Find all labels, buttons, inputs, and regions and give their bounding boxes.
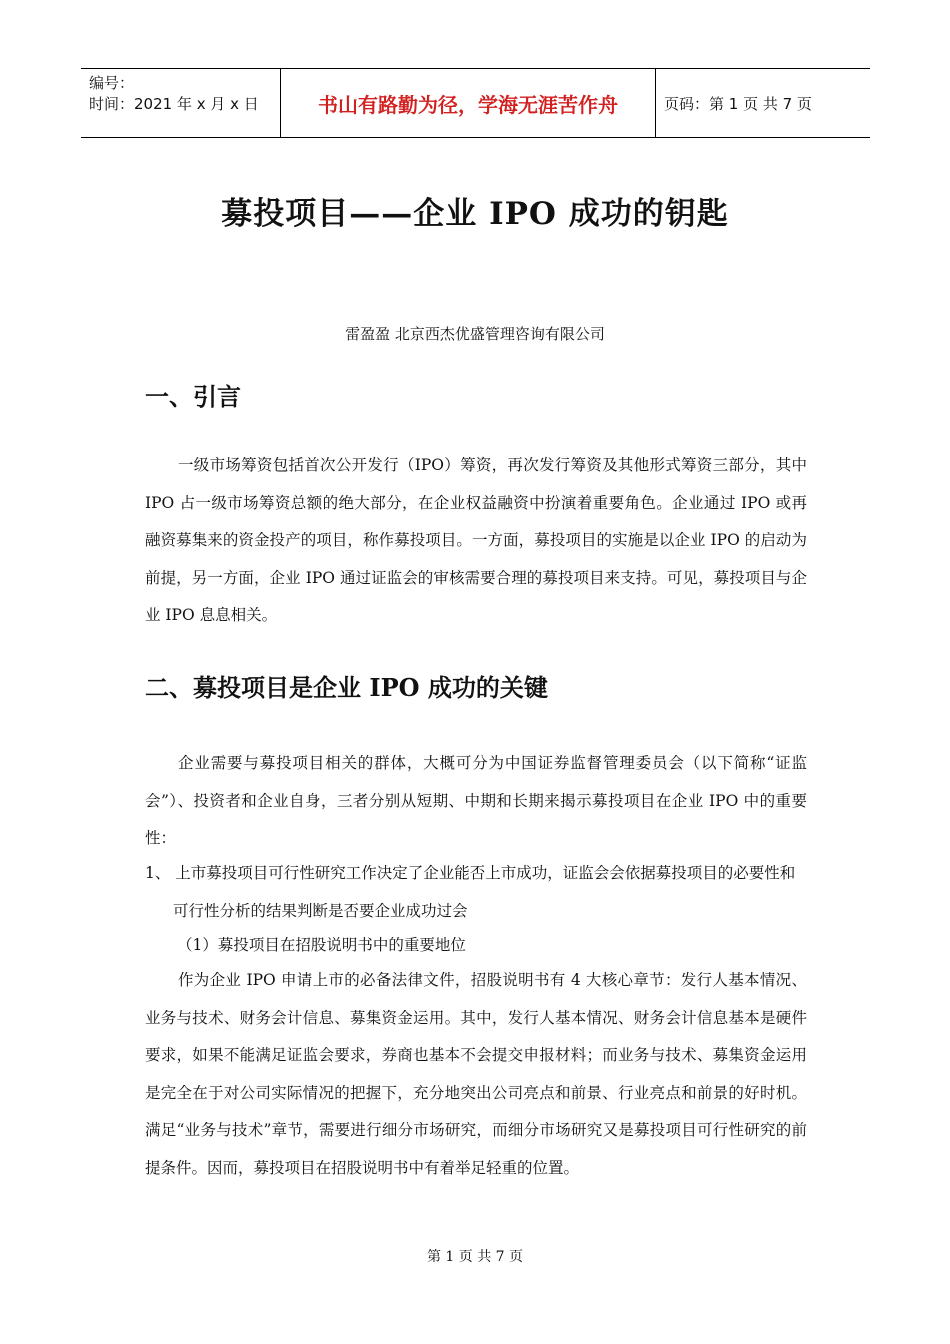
section1-heading: 一、引言 [145, 382, 241, 411]
author-line: 雷盈盈 北京西杰优盛管理咨询有限公司 [345, 325, 605, 343]
section2-subheading: （1）募投项目在招股说明书中的重要地位 [177, 936, 466, 954]
header-code-label: 编号： [89, 74, 135, 92]
header-page-info: 页码：第 1 页 共 7 页 [664, 94, 812, 113]
header-meta [81, 69, 281, 137]
section1-paragraph: 一级市场筹资包括首次公开发行（IPO）筹资，再次发行筹资及其他形式筹资三部分，其中 IPO 占一级市场筹资总额的绝大部分，在企业权益融资中扮演着重要角色。企业通过 IPO 或再融资募集来的资金投产的项目，称作募投项目。一方面，募投项目的实施是以企业 IPO 的启动为前提，另一方面，企业 IPO 通过证监会的审核需要合理的募投项目来支持。可见，募投项目与企业 IPO 息息相关。 [145, 456, 807, 624]
section2-paragraph: 企业需要与募投项目相关的群体，大概可分为中国证券监督管理委员会（以下简称“证监会”）、投资者和企业自身，三者分别从短期、中期和长期来揭示募投项目在企业 IPO 中的重要性： [145, 754, 807, 847]
section2-paragraph-2: 作为企业 IPO 申请上市的必备法律文件，招股说明书有 4 大核心章节：发行人基本情况、业务与技术、财务会计信息、募集资金运用。其中，发行人基本情况、财务会计信息基本是硬件要求，如果不能满足证监会要求，券商也基本不会提交申报材料；而业务与技术、募集资金运用是完全在于对公司实际情况的把握下，充分地突出公司亮点和前景、行业亮点和前景的好时机。满足“业务与技术”章节，需要进行细分市场研究，而细分市场研究又是募投项目可行性研究的前提条件。因而，募投项目在招股说明书中有着举足轻重的位置。 [145, 971, 807, 1177]
document-title: 募投项目——企业 IPO 成功的钥匙 [221, 196, 729, 232]
page-header [81, 68, 870, 138]
header-time-label: 时间：2021 年 x 月 x 日 [89, 95, 259, 113]
page-footer: 第 1 页 共 7 页 [426, 1249, 524, 1265]
section2-item-1: 1、 上市募投项目可行性研究工作决定了企业能否上市成功，证监会会依据募投项目的必要性和可行性分析的结果判断是否要企业成功过会 [145, 864, 796, 920]
header-motto: 书山有路勤为径，学海无涯苦作舟 [281, 69, 656, 137]
section2-heading: 二、募投项目是企业 IPO 成功的关键 [145, 673, 548, 702]
